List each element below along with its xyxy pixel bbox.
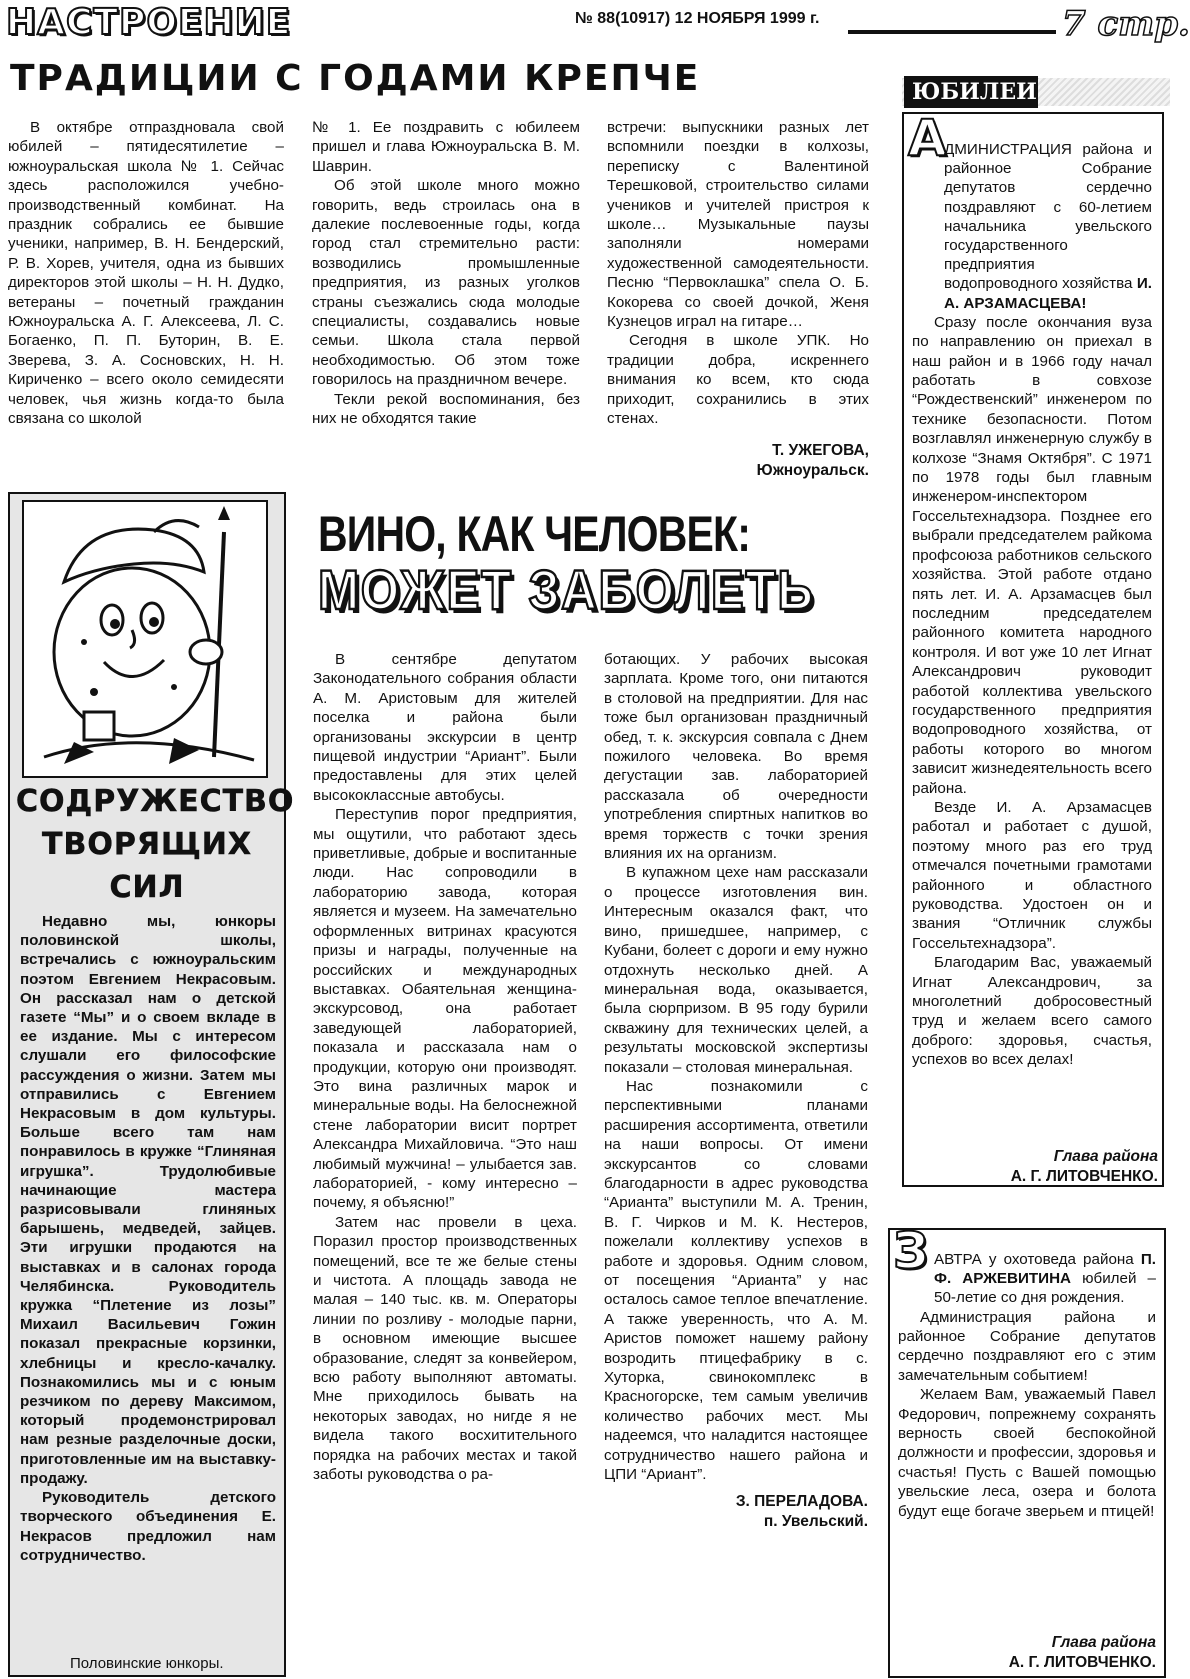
- signature-name: А. Г. ЛИТОВЧЕНКО.: [1008, 1654, 1156, 1671]
- paragraph: Сегодня в школе УПК. Но традиции добра, искреннего внимания ко всем, кто сюда приходит, сохранились в этих стенах.: [607, 332, 869, 428]
- wine-article-subtitle: МОЖЕТ ЗАБОЛЕТЬ: [318, 558, 815, 621]
- issue-info: № 88(10917) 12 НОЯБРЯ 1999 г.: [575, 10, 820, 27]
- signature-title: Глава района: [1053, 1148, 1158, 1165]
- paragraph: Администрация района и районное Собрание депутатов сердечно поздравляют его с этим замечательным событием!: [898, 1308, 1156, 1384]
- jubilee-label: ЮБИЛЕИ: [904, 76, 1038, 108]
- jubilee-box-1-signature: [912, 1147, 1158, 1187]
- article-column-2: [312, 118, 580, 429]
- paragraph: Везде И. А. Арзамасцев работал и работает с душой, поэтому много раз его труд отмечался почетными грамотами районного и областного руководства. Удостоен он и звания “Отличник службы Госсельтехнадзора”.: [912, 798, 1152, 952]
- paragraph: Сразу после окончания вуза по направлению он приехал в наш район и в 1966 году начал работать в совхозе “Рождественский” инженером по технике безопасности. Потом возглавлял инженерную службу в колхозе “Знамя Октября”. С 1971 по 1978 годы был главным инженером-инспектором Госсельтехнадзора. Позднее его выбрали председателем райкома профсоюза работников сельского хозяйства. Этой работе отдано пять лет. И. А. Арзамасцев был последним председателем районного комитета народного контроля. И вот уже 10 лет Игнат Александрович руководит работой коллектива увельского государственного предприятия водопроводного хозяйства, от работы которого во многом зависит жизнедеятельность всего района.: [912, 313, 1152, 797]
- signature-title: Глава района: [1051, 1634, 1156, 1651]
- paragraph: ботающих. У рабочих высокая зарплата. Кроме того, они питаются в столовой на предприятии. Для нас тоже был организован праздничный обед, т. к. экскурсия совпала с Днем пожилого человека. Во время дегустации зав. лабораторией рассказала об очередности употребления спиртных напитков во время торжеств с точки зрения влияния их на организм.: [604, 651, 868, 863]
- page-number: 7 стр.: [1062, 4, 1190, 44]
- potato-character-icon: [24, 502, 266, 776]
- jubilee-box-2-signature: [898, 1633, 1156, 1673]
- sidebar-body: [20, 912, 276, 1565]
- dropcap: З: [893, 1222, 929, 1280]
- dropcap: А: [908, 109, 947, 167]
- paragraph: Недавно мы, юнкоры половинской школы, встречались с южноуральским поэтом Евгением Некрасовым. Он рассказал нам о детской газете “Мы” и о своем вкладе в ее издание. Мы с интересом слушали его философские рассуждения о жизни. Затем мы отправились с Евгением Некрасовым в дом культуры. Больше всего там нам понравилось в кружке “Глиняная игрушка”. Трудолюбивые начинающие мастера разрисовывали глиняных барышень, медведей, зайцев. Эти игрушки продаются на выставках и в салонах города Челябинска. Руководитель кружка “Плетение из лозы” Михаил Васильевич Гожин показал прекрасные корзинки, хлебницы и кресло-качалку. Познакомились мы и с юным резчиком по дереву Максимом, который продемонстрировал нам резные разделочные доски, приготовленные им на выставку-продажу.: [20, 913, 276, 1487]
- jubilee-lead-text: ДМИНИСТРАЦИЯ района и районное Собрание депутатов сердечно поздравляют с 60-летием начальника увельского государственного предприятия водопроводного хозяйства: [944, 141, 1152, 293]
- paragraph: Об этой школе много можно говорить, ведь строилась она в далекие послевоенные годы, когда город стал стремительно расти: возводились промышленные предприятия, из разных уголков страны съезжались сюда молодые специалисты, создавались новые семьи. Школа стала первой необходимостью. Об этом тоже говорилось на праздничном вечере.: [312, 177, 580, 389]
- jubilee-lead-text: АВТРА у охотоведа района: [934, 1251, 1134, 1268]
- article-column-3: [607, 118, 869, 481]
- jubilee-lead-rest: юбилей – 50-летие со дня рождения.: [934, 1270, 1156, 1307]
- jubilee-lead: [898, 1250, 1156, 1308]
- article-column-1: [8, 118, 284, 429]
- article-title: ТРАДИЦИИ С ГОДАМИ КРЕПЧЕ: [10, 58, 701, 99]
- article-author: Т. УЖЕГОВА,: [772, 441, 869, 459]
- clay-toy-illustration: [22, 500, 268, 778]
- signature-name: А. Г. ЛИТОВЧЕНКО.: [1010, 1168, 1158, 1185]
- paragraph: В сентябре депутатом Законодательного собрания области А. М. Аристовым для жителей поселка и района были организованы экскурсии в центр пищевой индустрии “Ариант”. Были предоставлены для этих целей высококлассные автобусы.: [313, 651, 577, 804]
- wine-column-1: [313, 650, 577, 1484]
- sidebar-title: [16, 780, 295, 909]
- paragraph: Нас познакомили с перспективными планами расширения ассортимента, ответили на наши вопросы. От имени экскурсантов со словами благодарности в адрес руководства “Арианта” выступили М. А. Тренин, В. Г. Чирков и М. К. Нестеров, пожелали коллективу успехов в работе и здоровья. Одним словом, от посещения “Арианта” у нас осталось самое теплое впечатление. А также уверенность, что А. М. Аристов поможет нашему району возродить птицефабрику в с. Хуторка, свинокомплекс в Красногорске, тем самым увеличив количество рабочих мест. Мы надеемся, что наладится настоящее сотрудничество нашего района и ЦПИ “Ариант”.: [604, 1077, 868, 1484]
- section-title: НАСТРОЕНИЕ: [6, 2, 292, 43]
- paragraph: Затем нас провели в цеха. Поразил простор производственных помещений, все те же белые стены и чистота. А площадь завода не малая – 140 тыс. кв. м. Операторы линии по розливу - молодые парни, в основном имеющие высшее образование, следят за конвейером, всю работу выполняют автоматы. Мне приходилось бывать на некоторых заводах, но нигде я не видела такого восхитительного порядка на рабочих местах и такой заботы руководства о ра-: [313, 1213, 577, 1484]
- jubilee-box-1-text: [912, 140, 1152, 1070]
- wine-article-title: ВИНО, КАК ЧЕЛОВЕК:: [318, 506, 751, 562]
- paragraph: В октябре отпраздновала свой юбилей – пятидесятилетие – южноуральская школа № 1. Сейчас здесь расположился учебно-производственный комбинат. На праздник собрались ее бывшие ученики, например, В. Н. Бендерский, Р. В. Хорев, учителя, одна из бывших директоров этой школы – Н. Н. Дудко, ветераны – почетный гражданин Южноуральска А. Г. Алексеева, Л. С. Богаенко, П. П. Буторин, В. Е. Зверева, З. А. Сосновских, Н. Н. Кириченко – всего около семидесяти человек, чья жизнь когда-то была связана со школой: [8, 119, 284, 428]
- wine-place: п. Увельский.: [763, 1513, 868, 1531]
- jubilee-box-2-text: [898, 1250, 1156, 1521]
- article-place: Южноуральск.: [756, 461, 869, 479]
- sidebar-title-line: ТВОРЯЩИХ: [42, 827, 252, 862]
- sidebar-signature: Половинские юнкоры.: [70, 1655, 224, 1672]
- paragraph: Желаем Вам, уважаемый Павел Федорович, попрежнему сохранять верность своей беспокойной должности и профессии, здоровья и счастья! Пусть с Вашей помощью увельские леса, озера и болота будут еще богаче зверьем и птицей!: [898, 1386, 1156, 1520]
- sidebar-title-line: СОДРУЖЕСТВО: [16, 784, 295, 819]
- wine-column-2: [604, 650, 868, 1532]
- sidebar-title-line: СИЛ: [109, 870, 185, 905]
- jubilee-honoree: П. Ф. АРЖЕВИТИНА: [934, 1251, 1156, 1288]
- header-rule: [848, 30, 1056, 34]
- paragraph: Текли рекой воспоминания, без них не обходятся такие: [312, 390, 580, 428]
- jubilee-lead: [912, 140, 1152, 313]
- paragraph: Переступив порог предприятия, мы ощутили, что работают здесь приветливые, добрые и воспитанные люди. Нас сопроводили в лабораторию завода, которая является и музеем. На замечательно оформленных витринах красуются призы и награды, полученные на российских и международных выставках. Обаятельная женщина-экскурсовод, она работает заведующей лабораторией, показала и рассказала нам о продукции, которую они производят. Это вина различных марок и минеральные воды. На белоснежной стене лаборатории висит портрет Александра Михайловича. “Это наш любимый мужчина! – улыбается зав. лабораторией, - кому интересно – почему, я объясню!”: [313, 806, 577, 1212]
- paragraph: В купажном цехе нам рассказали о процессе изготовления вин. Интересным оказался факт, что вино, пришедшее, например, с Кубани, болеет с дороги и ему нужно отдохнуть несколько дней. А минеральная вода, оказывается, была сюрпризом. В 95 году бурили скважину для технических целей, а результаты московской экспертизы показали – столовая минеральная.: [604, 864, 868, 1076]
- paragraph: Руководитель детского творческого объединения Е. Некрасов предложил нам сотрудничество.: [20, 1489, 276, 1564]
- wine-author: З. ПЕРЕЛАДОВА.: [735, 1493, 868, 1511]
- paragraph: встречи: выпускники разных лет вспомнили поездки в колхозы, переписку с Валентиной Терешковой, строительство силами учеников и учителей пристроя к школе… Музыкальные паузы заполняли номерами художественной самодеятельности. Песню “Первоклашка” спела О. Б. Кокорева со своей дочкой, Женя Кузнецов играл на гитаре…: [607, 119, 869, 331]
- paragraph: № 1. Ее поздравить с юбилеем пришел и глава Южноуральска В. М. Шаврин.: [312, 119, 580, 175]
- paragraph: Благодарим Вас, уважаемый Игнат Александрович, за многолетний добросовестный труд и желаем всего самого доброго: здоровья, счастья, успехов во всех делах!: [912, 954, 1152, 1069]
- jubilee-honoree: И. А. АРЗАМАСЦЕВА!: [944, 275, 1152, 312]
